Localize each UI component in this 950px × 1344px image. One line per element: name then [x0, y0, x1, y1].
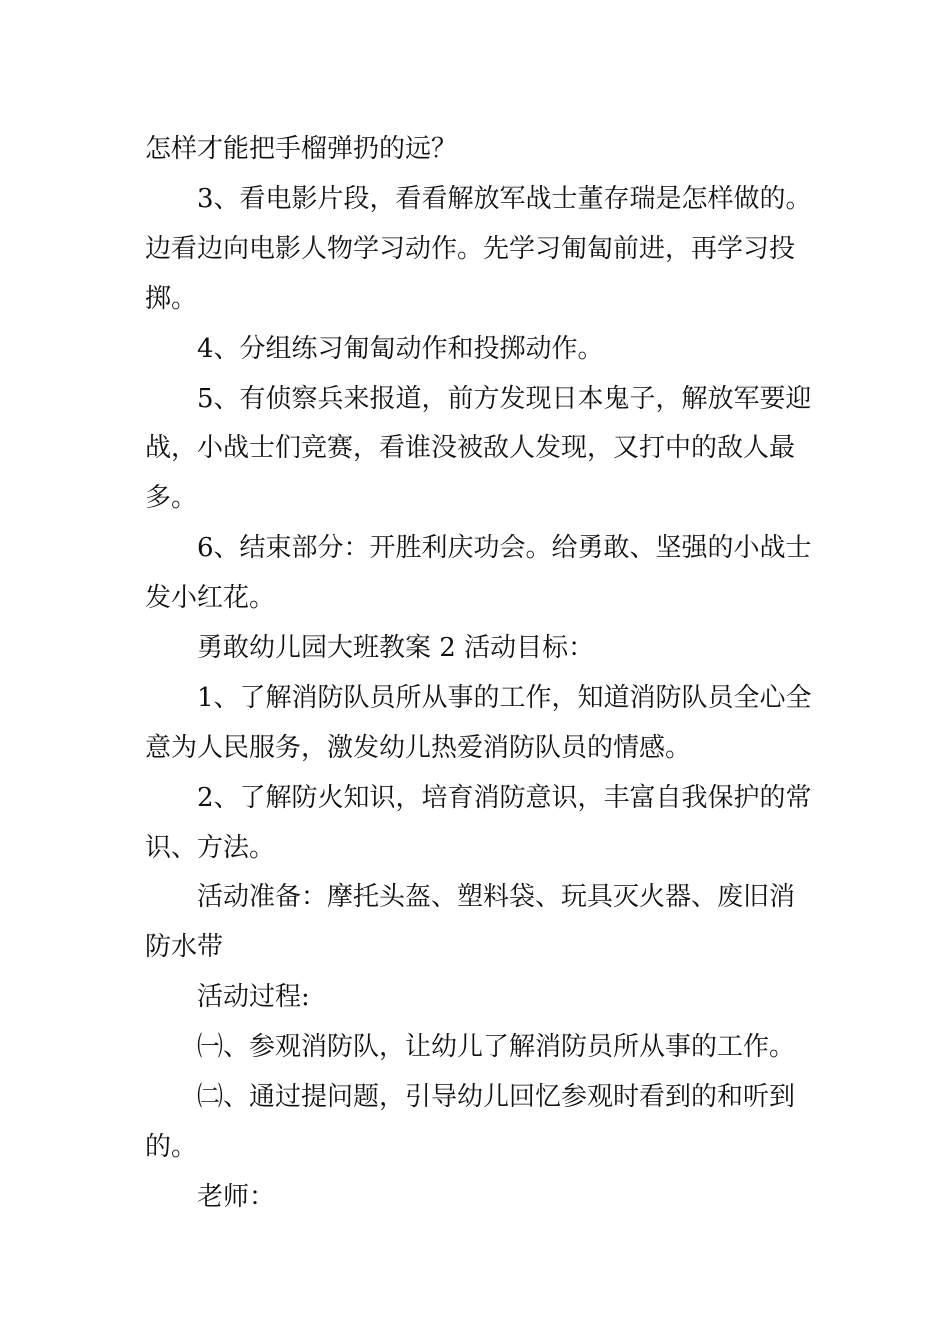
text-line: ㈠、参观消防队，让幼儿了解消防员所从事的工作。	[197, 1032, 796, 1062]
text-line: 识、方法。	[145, 833, 276, 863]
text-line: 的。	[145, 1132, 198, 1162]
text-line: 2、了解防火知识，培育消防意识，丰富自我保护的常	[197, 783, 812, 813]
section-heading: 勇敢幼儿园大班教案 2 活动目标：	[197, 633, 595, 663]
text-line: 老师：	[197, 1182, 276, 1212]
text-line: 3、看电影片段，看看解放军战士董存瑞是怎样做的。	[197, 184, 812, 214]
text-line: 1、了解消防队员所从事的工作，知道消防队员全心全	[197, 683, 812, 713]
text-line: 6、结束部分：开胜利庆功会。给勇敢、坚强的小战士	[197, 533, 812, 563]
text-line: 活动准备：摩托头盔、塑料袋、玩具灭火器、废旧消	[197, 882, 796, 912]
text-line: 4、分组练习匍匐动作和投掷动作。	[197, 334, 604, 364]
text-line: ㈡、通过提问题，引导幼儿回忆参观时看到的和听到	[197, 1082, 796, 1112]
text-line: 掷。	[145, 284, 198, 314]
text-line: 战，小战士们竞赛，看谁没被敌人发现，又打中的敌人最	[145, 433, 796, 463]
text-line: 发小红花。	[145, 583, 276, 613]
text-line: 多。	[145, 483, 198, 513]
text-line: 意为人民服务，激发幼儿热爱消防队员的情感。	[145, 733, 692, 763]
text-line: 边看边向电影人物学习动作。先学习匍匐前进，再学习投	[145, 234, 796, 264]
text-line: 活动过程:	[197, 982, 310, 1012]
text-line: 怎样才能把手榴弹扔的远？	[145, 134, 458, 164]
text-line: 防水带	[145, 932, 224, 962]
text-line: 5、有侦察兵来报道，前方发现日本鬼子，解放军要迎	[197, 384, 812, 414]
